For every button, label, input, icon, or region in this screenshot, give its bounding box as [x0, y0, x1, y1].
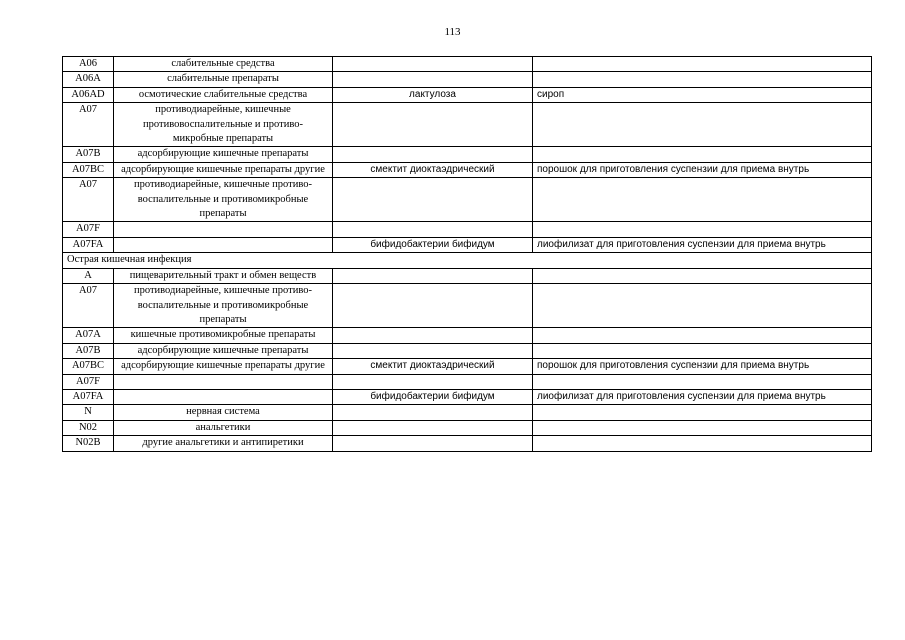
atc-code-cell: A07FA [63, 389, 114, 404]
table-row [63, 57, 872, 72]
atc-code-cell: A07 [63, 178, 114, 222]
group-name-cell: противодиарейные, кишечные противовоспалительные и противо-микробные препараты [114, 103, 333, 147]
table-row [63, 420, 872, 435]
dosage-form-cell [533, 222, 872, 237]
group-name-cell: другие анальгетики и антипиретики [114, 436, 333, 451]
group-name-cell: противодиарейные, кишечные противо-воспалительные и противомикробные препараты [114, 284, 333, 328]
table-row [63, 147, 872, 162]
table-row [63, 72, 872, 87]
drug-name-cell [333, 178, 533, 222]
dosage-form-cell [533, 268, 872, 283]
group-name-cell: нервная система [114, 405, 333, 420]
dosage-form-cell [533, 284, 872, 328]
drug-name-cell: лактулоза [333, 87, 533, 102]
atc-code-cell: A07A [63, 328, 114, 343]
group-name-cell: слабительные препараты [114, 72, 333, 87]
atc-code-cell: A06AD [63, 87, 114, 102]
drug-name-cell [333, 147, 533, 162]
drug-name-cell [333, 268, 533, 283]
atc-code-cell: A07FA [63, 237, 114, 252]
table-row [63, 268, 872, 283]
table-row [63, 436, 872, 451]
section-row [63, 253, 872, 268]
dosage-form-cell [533, 436, 872, 451]
dosage-form-cell [533, 147, 872, 162]
table-row [63, 405, 872, 420]
atc-code-cell: A07 [63, 103, 114, 147]
dosage-form-cell: лиофилизат для приготовления суспензии для приема внутрь [533, 389, 872, 404]
dosage-form-cell [533, 328, 872, 343]
page-number: 113 [444, 26, 461, 38]
atc-code-cell: A07B [63, 147, 114, 162]
group-name-cell: осмотические слабительные средства [114, 87, 333, 102]
drug-name-cell [333, 284, 533, 328]
dosage-form-cell [533, 405, 872, 420]
group-name-cell: адсорбирующие кишечные препараты [114, 343, 333, 358]
group-name-cell: анальгетики [114, 420, 333, 435]
table-row [63, 103, 872, 147]
dosage-form-cell [533, 57, 872, 72]
table-row [63, 162, 872, 177]
drug-name-cell [333, 57, 533, 72]
drug-name-cell [333, 72, 533, 87]
section-title: Острая кишечная инфекция [63, 253, 872, 268]
dosage-form-cell [533, 343, 872, 358]
dosage-form-cell: порошок для приготовления суспензии для приема внутрь [533, 359, 872, 374]
group-name-cell: адсорбирующие кишечные препараты другие [114, 162, 333, 177]
table-row [63, 374, 872, 389]
table-body [63, 57, 872, 452]
atc-code-cell: N [63, 405, 114, 420]
atc-code-cell: A [63, 268, 114, 283]
group-name-cell: противодиарейные, кишечные противо-воспалительные и противомикробные препараты [114, 178, 333, 222]
dosage-form-cell [533, 178, 872, 222]
atc-code-cell: A07F [63, 222, 114, 237]
dosage-form-cell [533, 374, 872, 389]
dosage-form-cell [533, 103, 872, 147]
group-name-cell: адсорбирующие кишечные препараты [114, 147, 333, 162]
group-name-cell: слабительные средства [114, 57, 333, 72]
table-row [63, 284, 872, 328]
group-name-cell [114, 389, 333, 404]
drug-name-cell [333, 405, 533, 420]
drug-name-cell [333, 343, 533, 358]
table-row [63, 178, 872, 222]
group-name-cell [114, 374, 333, 389]
drug-name-cell: бифидобактерии бифидум [333, 389, 533, 404]
dosage-form-cell: лиофилизат для приготовления суспензии для приема внутрь [533, 237, 872, 252]
drug-name-cell: бифидобактерии бифидум [333, 237, 533, 252]
table-row [63, 343, 872, 358]
atc-code-cell: A07B [63, 343, 114, 358]
drug-name-cell [333, 328, 533, 343]
atc-code-cell: A07BC [63, 162, 114, 177]
group-name-cell: пищеварительный тракт и обмен веществ [114, 268, 333, 283]
group-name-cell: адсорбирующие кишечные препараты другие [114, 359, 333, 374]
table-row [63, 389, 872, 404]
atc-code-cell: A06A [63, 72, 114, 87]
drug-name-cell [333, 436, 533, 451]
drug-name-cell [333, 374, 533, 389]
drug-name-cell: смектит диоктаэдрический [333, 162, 533, 177]
atc-code-cell: A06 [63, 57, 114, 72]
table-row [63, 328, 872, 343]
group-name-cell [114, 237, 333, 252]
atc-code-cell: N02 [63, 420, 114, 435]
drug-name-cell [333, 222, 533, 237]
drug-name-cell [333, 420, 533, 435]
table-row [63, 237, 872, 252]
dosage-form-cell: порошок для приготовления суспензии для приема внутрь [533, 162, 872, 177]
dosage-form-cell [533, 420, 872, 435]
group-name-cell: кишечные противомикробные препараты [114, 328, 333, 343]
table-row [63, 222, 872, 237]
atc-code-cell: A07BC [63, 359, 114, 374]
atc-code-cell: A07F [63, 374, 114, 389]
dosage-form-cell: сироп [533, 87, 872, 102]
drug-name-cell: смектит диоктаэдрический [333, 359, 533, 374]
dosage-form-cell [533, 72, 872, 87]
table-row [63, 87, 872, 102]
drug-table [62, 56, 872, 452]
table-row [63, 359, 872, 374]
atc-code-cell: N02B [63, 436, 114, 451]
drug-name-cell [333, 103, 533, 147]
group-name-cell [114, 222, 333, 237]
atc-code-cell: A07 [63, 284, 114, 328]
